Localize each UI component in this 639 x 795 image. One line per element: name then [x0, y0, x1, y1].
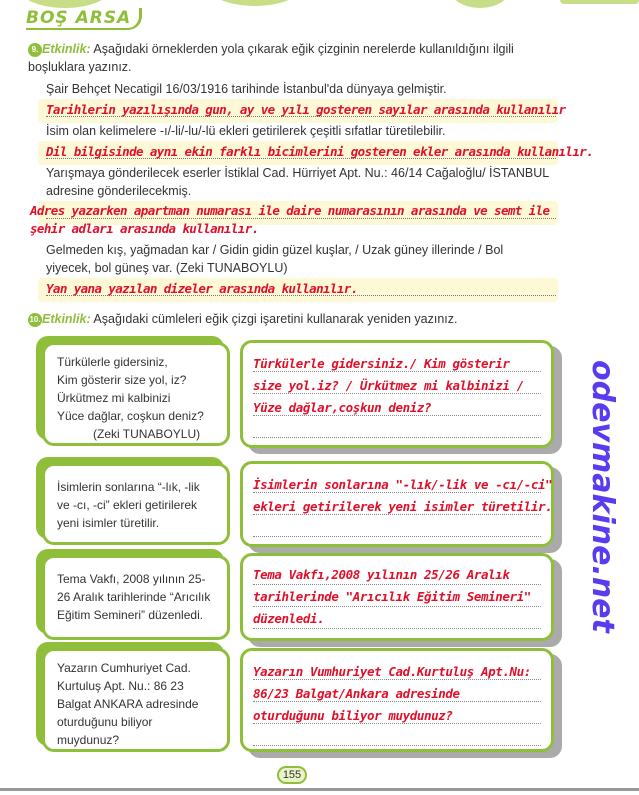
handwritten-answer: Yan yana yazılan dizeler arasında kullanılır. [46, 281, 358, 296]
example-sentence: Şair Behçet Necatigil 16/03/1916 tarihinde İstanbul'da dünyaya gelmiştir. [46, 82, 447, 96]
handwritten-answer: Adres yazarken apartman numarası ile daire numarasının arasında ve semt ile [30, 203, 550, 218]
answer-box[interactable] [240, 340, 554, 448]
example-sentence: Yarışmaya gönderilecek eserler İstiklal Cad. Hürriyet Apt. Nu.: 46/14 Cağaloğlu/ İSTANBUL [46, 166, 550, 180]
example-sentence: adresine gönderilecekmiş. [46, 184, 192, 198]
example-sentence: Gelmeden kış, yağmadan kar / Gidin gidin güzel kuşlar, / Uzak güney illerinde / Bol [46, 243, 504, 257]
source-box [42, 342, 230, 446]
activity-10-heading [28, 310, 588, 328]
answer-box[interactable] [240, 461, 554, 547]
activity-9-heading [28, 40, 618, 76]
source-line: Türkülerle gidersiniz, [57, 355, 168, 369]
source-line: Balgat ANKARA adresinde [57, 697, 199, 711]
handwritten-answer: İsimlerin sonlarına "-lık/-lik ve -cı/-ci" ekleri getirilerek yeni isimler türetilir. [253, 477, 553, 514]
source-box [42, 463, 230, 545]
answer-box[interactable] [240, 553, 554, 641]
source-line: Yazarın Cumhuriyet Cad. [57, 661, 191, 675]
decoration [560, 0, 639, 4]
example-sentence: İsim olan kelimelere -ı/-li/-lu/-lü ekleri getirilerek çeşitli sıfatlar türetilebilir. [46, 124, 446, 138]
instruction: boşluklara yazınız. [28, 60, 132, 74]
activity-label: Etkinlik: [42, 42, 91, 56]
answer-box[interactable] [240, 648, 554, 752]
watermark: odevmakine.net [585, 360, 620, 633]
instruction: Aşağıdaki örneklerden yola çıkarak eğik çizginin nerelerde kullanıldığını ilgili [93, 42, 514, 56]
source-line: ve -cı, -ci” ekleri getirilerek [57, 498, 198, 512]
source-box [42, 555, 230, 640]
source-line: Yüce dağlar, coşkun deniz? [57, 409, 204, 423]
section-title: BOŞ ARSA [26, 8, 142, 30]
source-line: Tema Vakfı, 2008 yılının 25- [57, 572, 206, 586]
page-number: 155 [277, 766, 307, 784]
example-sentence: yiyecek, bol güneş var. (Zeki TUNABOYLU) [46, 261, 288, 275]
source-line: Kim gösterir size yol, iz? [57, 373, 187, 387]
handwritten-answer: şehir adları arasında kullanılır. [30, 221, 259, 236]
source-line: 26 Aralık tarihlerinde “Arıcılık [57, 590, 211, 604]
source-line: Ürkütmez mi kalbinizi [57, 391, 171, 405]
source-line: (Zeki TUNABOYLU) [93, 427, 201, 441]
activity-number: 9. [28, 43, 42, 57]
handwritten-answer: Türkülerle gidersiniz./ Kim gösterir size yol.iz? / Ürkütmez mi kalbinizi / Yüze dağlar,coşkun deniz? [253, 356, 524, 415]
source-line: muydunuz? [57, 733, 120, 747]
source-line: Kurtuluş Apt. Nu.: 86 23 [57, 679, 184, 693]
handwritten-answer: Tema Vakfı,2008 yılının 25/26 Aralık tarihlerinde "Arıcılık Eğitim Semineri" düzenledi. [253, 567, 531, 626]
source-line: oturduğunu biliyor [57, 715, 153, 729]
decoration [20, 0, 110, 8]
activity-label: Etkinlik: [42, 312, 91, 326]
source-line: İsimlerin sonlarına “-lık, -lik [57, 480, 200, 494]
decoration [205, 0, 305, 6]
activity-number: 10. [28, 313, 42, 327]
source-line: Eğitim Semineri” düzenledi. [57, 608, 204, 622]
handwritten-answer: Yazarın Vumhuriyet Cad.Kurtuluş Apt.Nu: 86/23 Balgat/Ankara adresinde oturduğunu biliyor muydunuz? [253, 664, 531, 723]
source-line: yeni isimler türetilir. [57, 516, 160, 530]
instruction: Aşağıdaki cümleleri eğik çizgi işaretini kullanarak yeniden yazınız. [93, 312, 458, 326]
handwritten-answer: Tarihlerin yazılışında gun, ay ve yılı gosteren sayılar arasında kullanılır [46, 102, 566, 117]
decoration [450, 0, 510, 8]
bottom-divider [0, 788, 639, 791]
handwritten-answer: Dil bilgisinde aynı ekin farklı bicimlerini gosteren ekler arasında kullanılır. [46, 144, 594, 159]
source-box [42, 648, 230, 752]
